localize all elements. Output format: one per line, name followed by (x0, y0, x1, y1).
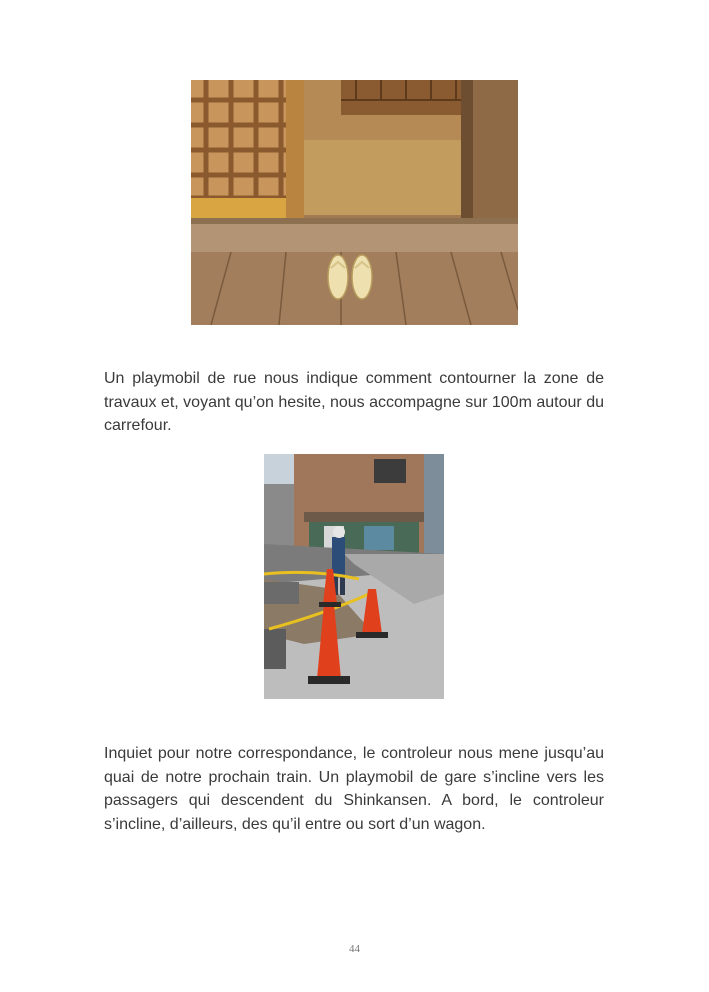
paragraph-1: Un playmobil de rue nous indique comment contourner la zone de travaux et, voyant qu’on hesite, nous accompagne sur 100m autour du carrefour. (104, 370, 604, 434)
photo-street-construction (264, 454, 444, 699)
paragraph-2: Inquiet pour notre correspondance, le controleur nous mene jusqu’au quai de notre prochain train. Un playmobil de gare s’incline vers les passagers qui descendent du Shinkansen. A bord, le controleur s’incline, d’ailleurs, des qu’il entre ou sort d’un wagon. (104, 745, 604, 833)
page-number: 44 (349, 943, 360, 955)
photo-wooden-entrance-sandals (191, 80, 518, 325)
